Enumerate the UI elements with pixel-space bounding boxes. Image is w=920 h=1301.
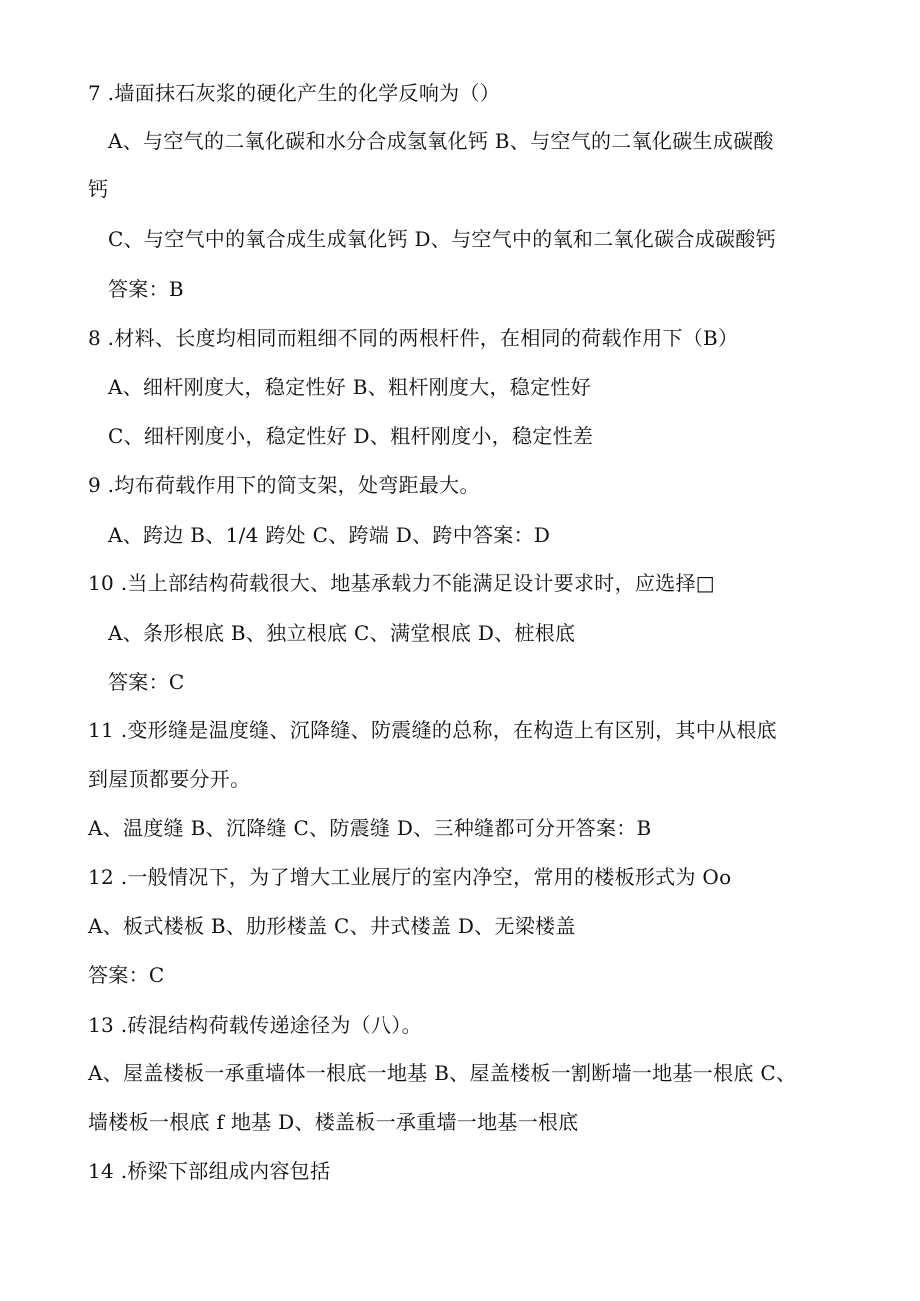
question-9-stem: 9 .均布荷载作用下的简支架，处弯距最大。 xyxy=(88,473,480,497)
question-10-answer: 答案：C xyxy=(108,670,185,694)
question-11-stem-continued: 到屋顶都要分开。 xyxy=(88,767,251,791)
question-13-stem: 13 .砖混结构荷载传递途径为（八）。 xyxy=(88,1013,422,1037)
question-11-options-answer: A、温度缝 B、沉降缝 C、防震缝 D、三种缝都可分开答案：B xyxy=(88,816,652,840)
question-11-stem: 11 .变形缝是温度缝、沉降缝、防震缝的总称，在构造上有区别，其中从根底 xyxy=(88,718,777,742)
question-7-answer: 答案：B xyxy=(108,277,184,301)
question-12-answer: 答案：C xyxy=(88,963,165,987)
question-10-options: A、条形根底 B、独立根底 C、满堂根底 D、桩根底 xyxy=(108,621,576,645)
question-13-options-ab: A、屋盖楼板一承重墙体一根底一地基 B、屋盖楼板一割断墙一地基一根底 C、 xyxy=(88,1061,797,1085)
question-7-stem: 7 .墙面抹石灰浆的硬化产生的化学反响为（） xyxy=(88,81,501,105)
question-14-stem: 14 .桥梁下部组成内容包括 xyxy=(88,1159,331,1183)
question-7-options-cd: C、与空气中的氧合成生成氧化钙 D、与空气中的氧和二氧化碳合成碳酸钙 xyxy=(108,227,776,251)
question-8-options-ab: A、细杆刚度大，稳定性好 B、粗杆刚度大，稳定性好 xyxy=(108,375,591,399)
question-8-options-cd: C、细杆刚度小，稳定性好 D、粗杆刚度小，稳定性差 xyxy=(108,424,594,448)
question-8-stem: 8 .材料、长度均相同而粗细不同的两根杆件，在相同的荷载作用下（B） xyxy=(88,326,739,350)
question-10-stem: 10 .当上部结构荷载很大、地基承载力不能满足设计要求时，应选择□ xyxy=(88,571,715,595)
question-13-options-cd: 墙楼板一根底 f 地基 D、楼盖板一承重墙一地基一根底 xyxy=(88,1110,579,1134)
question-12-stem: 12 .一般情况下，为了增大工业展厅的室内净空，常用的楼板形式为 Oo xyxy=(88,865,732,889)
question-7-options-ab-continued: 钙 xyxy=(88,177,109,201)
question-7-options-ab: A、与空气的二氧化碳和水分合成氢氧化钙 B、与空气的二氧化碳生成碳酸 xyxy=(108,129,774,153)
question-9-options-answer: A、跨边 B、1/4 跨处 C、跨端 D、跨中答案：D xyxy=(108,523,551,547)
question-12-options: A、板式楼板 B、肋形楼盖 C、井式楼盖 D、无梁楼盖 xyxy=(88,914,576,938)
